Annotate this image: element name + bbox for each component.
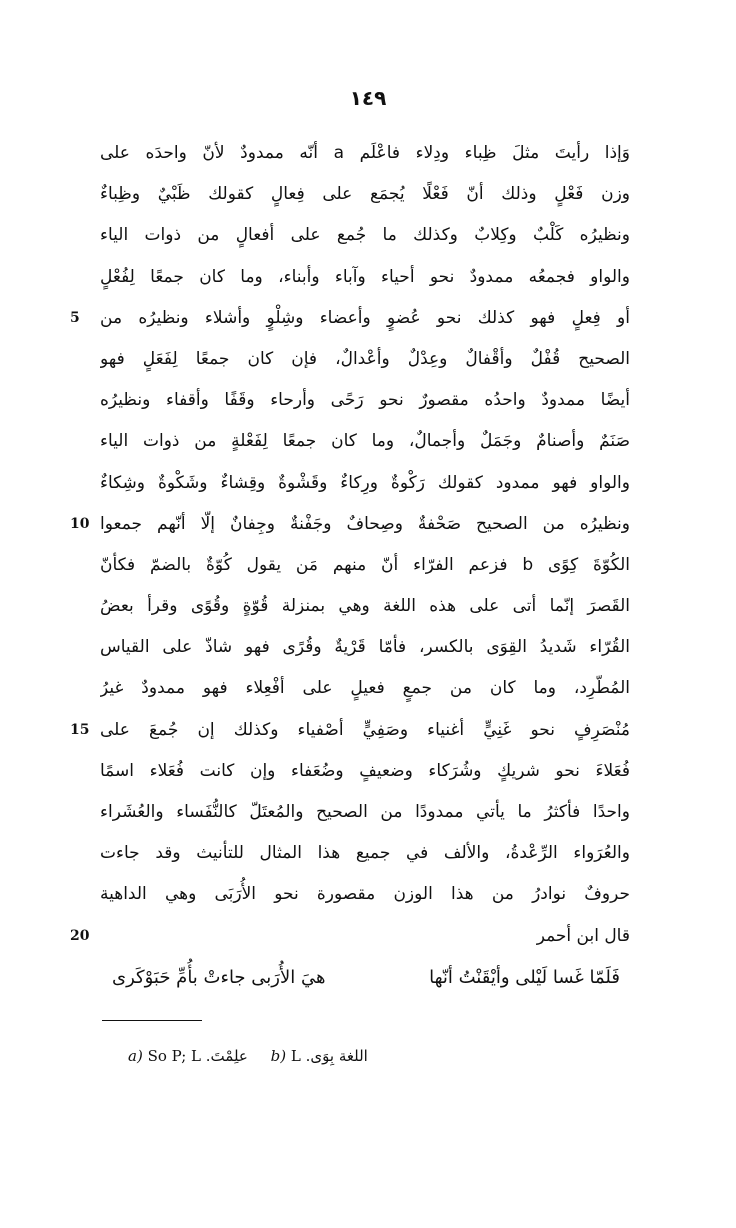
page-number: ١٤٩ — [349, 86, 387, 110]
text-line: واحدًا فأكثرُ ما يأتي ممدودًا من الصحيح والمُعتَلّ كالنُّفَساء والعُشَراء — [100, 802, 630, 822]
text-line: والواو فجمعُه ممدودٌ نحو أحياء وآباء وأبناء، وما كان جمعًا لِفُعْلٍ — [100, 266, 630, 287]
footnote-source: So P; L — [147, 1047, 201, 1065]
text-line: والعُرَواء الرِّعْدةُ، والألف في جميع هذا المثال للتأنيث وقد جاءت — [100, 843, 630, 864]
text-line: وَإذا رأيتَ مثلَ ظِباء ودِلاء فاعْلَم a أنّه ممدودٌ لأنّ واحدَه على — [100, 143, 630, 163]
text-line: الصحيح قُفْلٌ وأقْفالٌ وعِدْلٌ وأعْدالٌ، فإن كان جمعًا لِفَعَلٍ فهو — [100, 348, 630, 369]
text-line: ونظيرُه كَلْبٌ وكِلابٌ وكذلك ما جُمع على أفعالٍ من ذوات الياء — [100, 225, 630, 246]
text-line: والواو فهو ممدود كقولك رَكْوةٌ ورِكاءٌ وقَشْوةٌ وقِشاءٌ وشَكْوةٌ وشِكاءٌ — [100, 472, 630, 493]
verse-first-hemistich: فَلَمّا غَسا لَيْلى وأيْقَنْتُ أنّها — [429, 967, 620, 988]
line-number: 5 — [70, 309, 80, 326]
footnote-a — [128, 1043, 248, 1069]
line-number: 15 — [70, 721, 90, 738]
footnotes — [128, 1043, 386, 1069]
text-line: ونظيرُه من الصحيح صَحْفةٌ وصِحافٌ وجَفْنةٌ وجِفانٌ إلّا أنّهم جمعوا — [100, 513, 630, 534]
footnote-b — [271, 1043, 368, 1069]
text-line: صَنَمٌ وأصنامٌ وجَمَلٌ وأجمالٌ، وما كان جمعًا لِفَعْلةٍ من ذوات الياء — [100, 431, 630, 452]
text-line: الكُوّةَ كِوًى b فزعم الفرّاء أنّ منهم مَن يقول كُوّةٌ بالضمّ فكأنّ — [100, 554, 630, 575]
text-line: فُعَلاءَ نحو شريكٍ وشُرَكاء وضعيفٍ وضُعَفاء وإن كانت فُعَلاء اسمًا — [100, 760, 630, 781]
poetry-verse — [112, 958, 620, 998]
text-line: القَصرَ إنّما أتى على هذه اللغة وهي بمنزلة قُوّةٍ وقُوًى وقرأ بعضُ — [100, 596, 630, 617]
footnote-marker: a) — [128, 1047, 143, 1065]
text-line: وزن فَعْلٍ وذلك أنّ فَعْلًا يُجمَع على فِعالٍ كقولك ظَبْيٌ وظِباءٌ — [100, 184, 630, 205]
line-number: 10 — [70, 515, 90, 532]
text-line: المُطّرِد، وما كان من جمعٍ فعيلٍ على أفْعِلاء فهو ممدودٌ غيرُ — [100, 678, 630, 699]
footnote-divider — [102, 1020, 202, 1021]
footnote-source: L — [290, 1047, 301, 1065]
text-line: حروفٌ نوادرُ من هذا الوزن مقصورة نحو الأُرَبَى وهي الداهية — [100, 884, 630, 905]
footnote-reading: اللغة بِوَى. — [305, 1047, 368, 1065]
footnote-reading: علِمْتَ. — [205, 1047, 248, 1065]
text-line: مُنْصَرِفٍ نحو غَنِيٍّ أغنياء وصَفِيٍّ أصْفياء وكذلك إن جُمعَ على — [100, 719, 630, 740]
line-number: 20 — [70, 927, 90, 944]
footnote-marker: b) — [270, 1047, 287, 1065]
text-line: أو فِعلٍ فهو كذلك نحو عُضوٍ وأعضاء وشِلْوٍ وأشلاء ونظيرُه من — [100, 307, 630, 328]
main-text-block — [100, 133, 630, 957]
text-line: قال ابن أحمر — [536, 925, 630, 946]
text-line: أيضًا ممدودٌ واحدُه مقصورٌ نحو رَحًى وأرحاء وقَفًا وأقفاء ونظيرُه — [100, 390, 630, 411]
verse-second-hemistich: هيَ الأُرَبى جاءتْ بأُمِّ حَبَوْكَرى — [112, 967, 326, 988]
text-line: القُرّاء شَديدُ القِوَى بالكسر، فأمّا قَرْيةٌ وقُرًى فهو شاذّ على القياس — [100, 637, 630, 658]
